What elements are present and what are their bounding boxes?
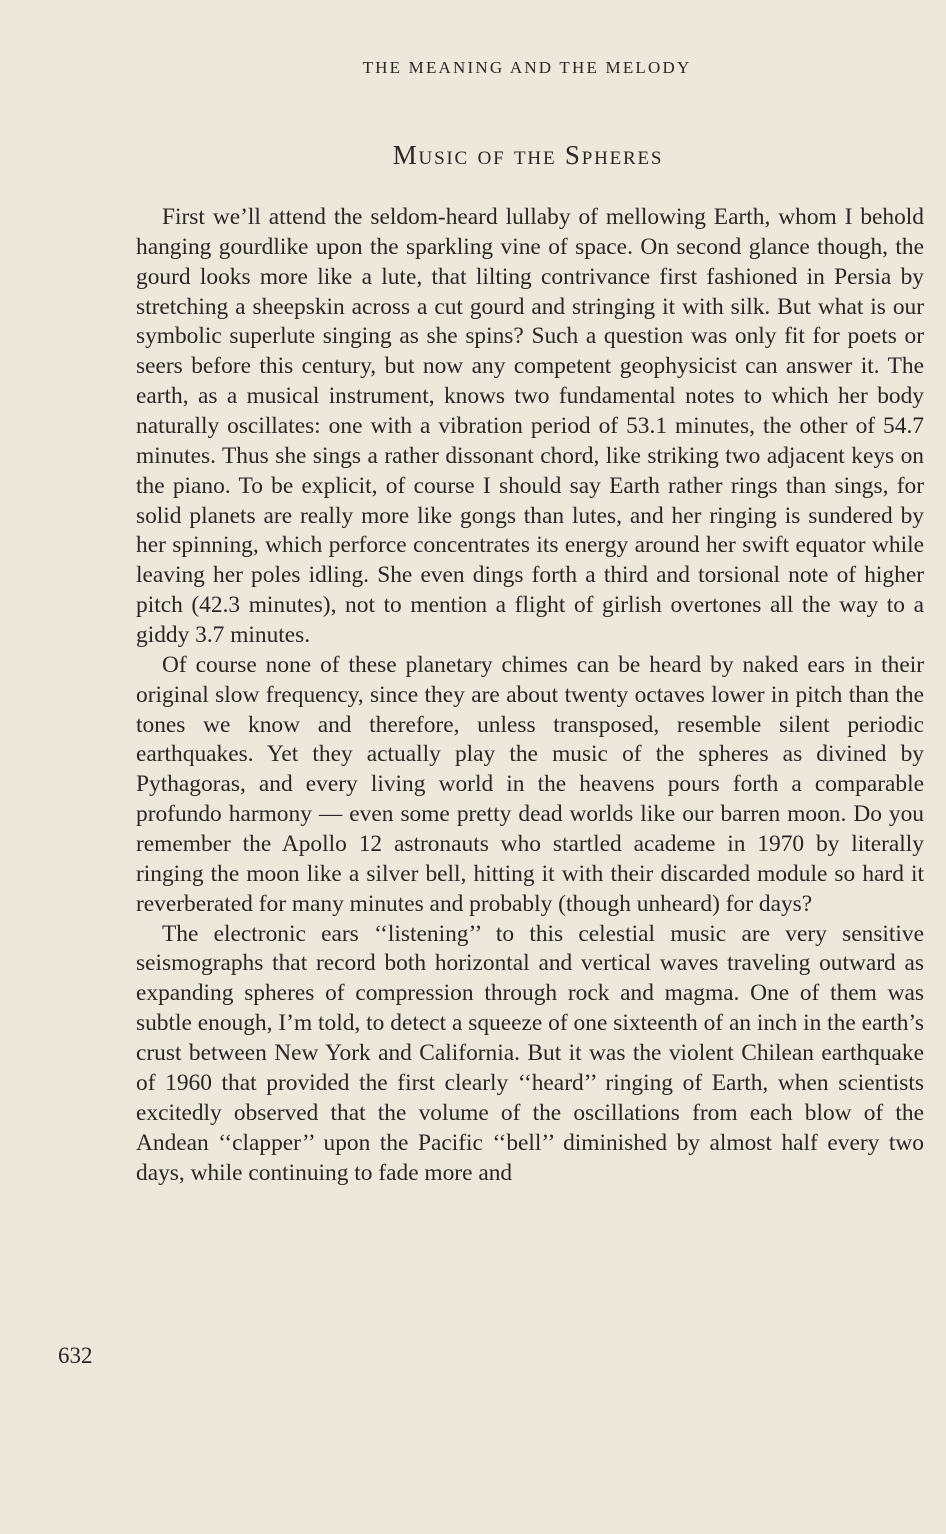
paragraph: The electronic ears ‘‘listening’’ to this celestial music are very sensitive seismographs that record both horizontal and vertical waves traveling outward as expanding spheres of compression through rock and magma. One of them was subtle enough, I’m told, to detect a squeeze of one sixteenth of an inch in the earth’s crust between New York and California. But it was the violent Chilean earthquake of 1960 that provided the first clearly ‘‘heard’’ ringing of Earth, when scientists excitedly observed that the volume of the oscillations from each blow of the Andean ‘‘clapper’’ upon the Pacific ‘‘bell’’ diminished by almost half every two days, while continuing to fade more and <box>136 920 924 1186</box>
chapter-title: Music of the Spheres <box>392 140 664 170</box>
page-number: 632 <box>58 1343 93 1368</box>
paragraph: Of course none of these planetary chimes can be heard by naked ears in their original slow frequency, since they are about twenty octaves lower in pitch than the tones we know and therefore, unless transposed, resemble silent periodic earthquakes. Yet they actually play the music of the spheres as divined by Pythagoras, and every living world in the heavens pours forth a comparable profundo harmony — even some pretty dead worlds like our barren moon. Do you remember the Apollo 12 astronauts who startled academe in 1970 by literally ringing the moon like a silver bell, hitting it with their discarded module so hard it reverberated for many minutes and probably (though unheard) for days? <box>136 651 924 917</box>
paragraph: First we’ll attend the seldom-heard lullaby of mellowing Earth, whom I behold hanging gourdlike upon the sparkling vine of space. On second glance though, the gourd looks more like a lute, that lilting contrivance first fashioned in Persia by stretching a sheepskin across a cut gourd and stringing it with silk. But what is our symbolic superlute singing as she spins? Such a question was only fit for poets or seers before this century, but now any competent geophysicist can answer it. The earth, as a musical instrument, knows two fundamental notes to which her body naturally oscillates: one with a vibration period of 53.1 minutes, the other of 54.7 minutes. Thus she sings a rather dissonant chord, like striking two adjacent keys on the piano. To be explicit, of course I should say Earth rather rings than sings, for solid planets are really more like gongs than lutes, and her ringing is sundered by her spinning, which perforce concentrates its energy around her swift equator while leaving her poles idling. She even dings forth a third and torsional note of higher pitch (42.3 minutes), not to mention a flight of girlish overtones all the way to a giddy 3.7 minutes. <box>136 204 924 649</box>
body-text <box>136 203 924 1188</box>
running-head: THE MEANING AND THE MELODY <box>362 58 692 77</box>
